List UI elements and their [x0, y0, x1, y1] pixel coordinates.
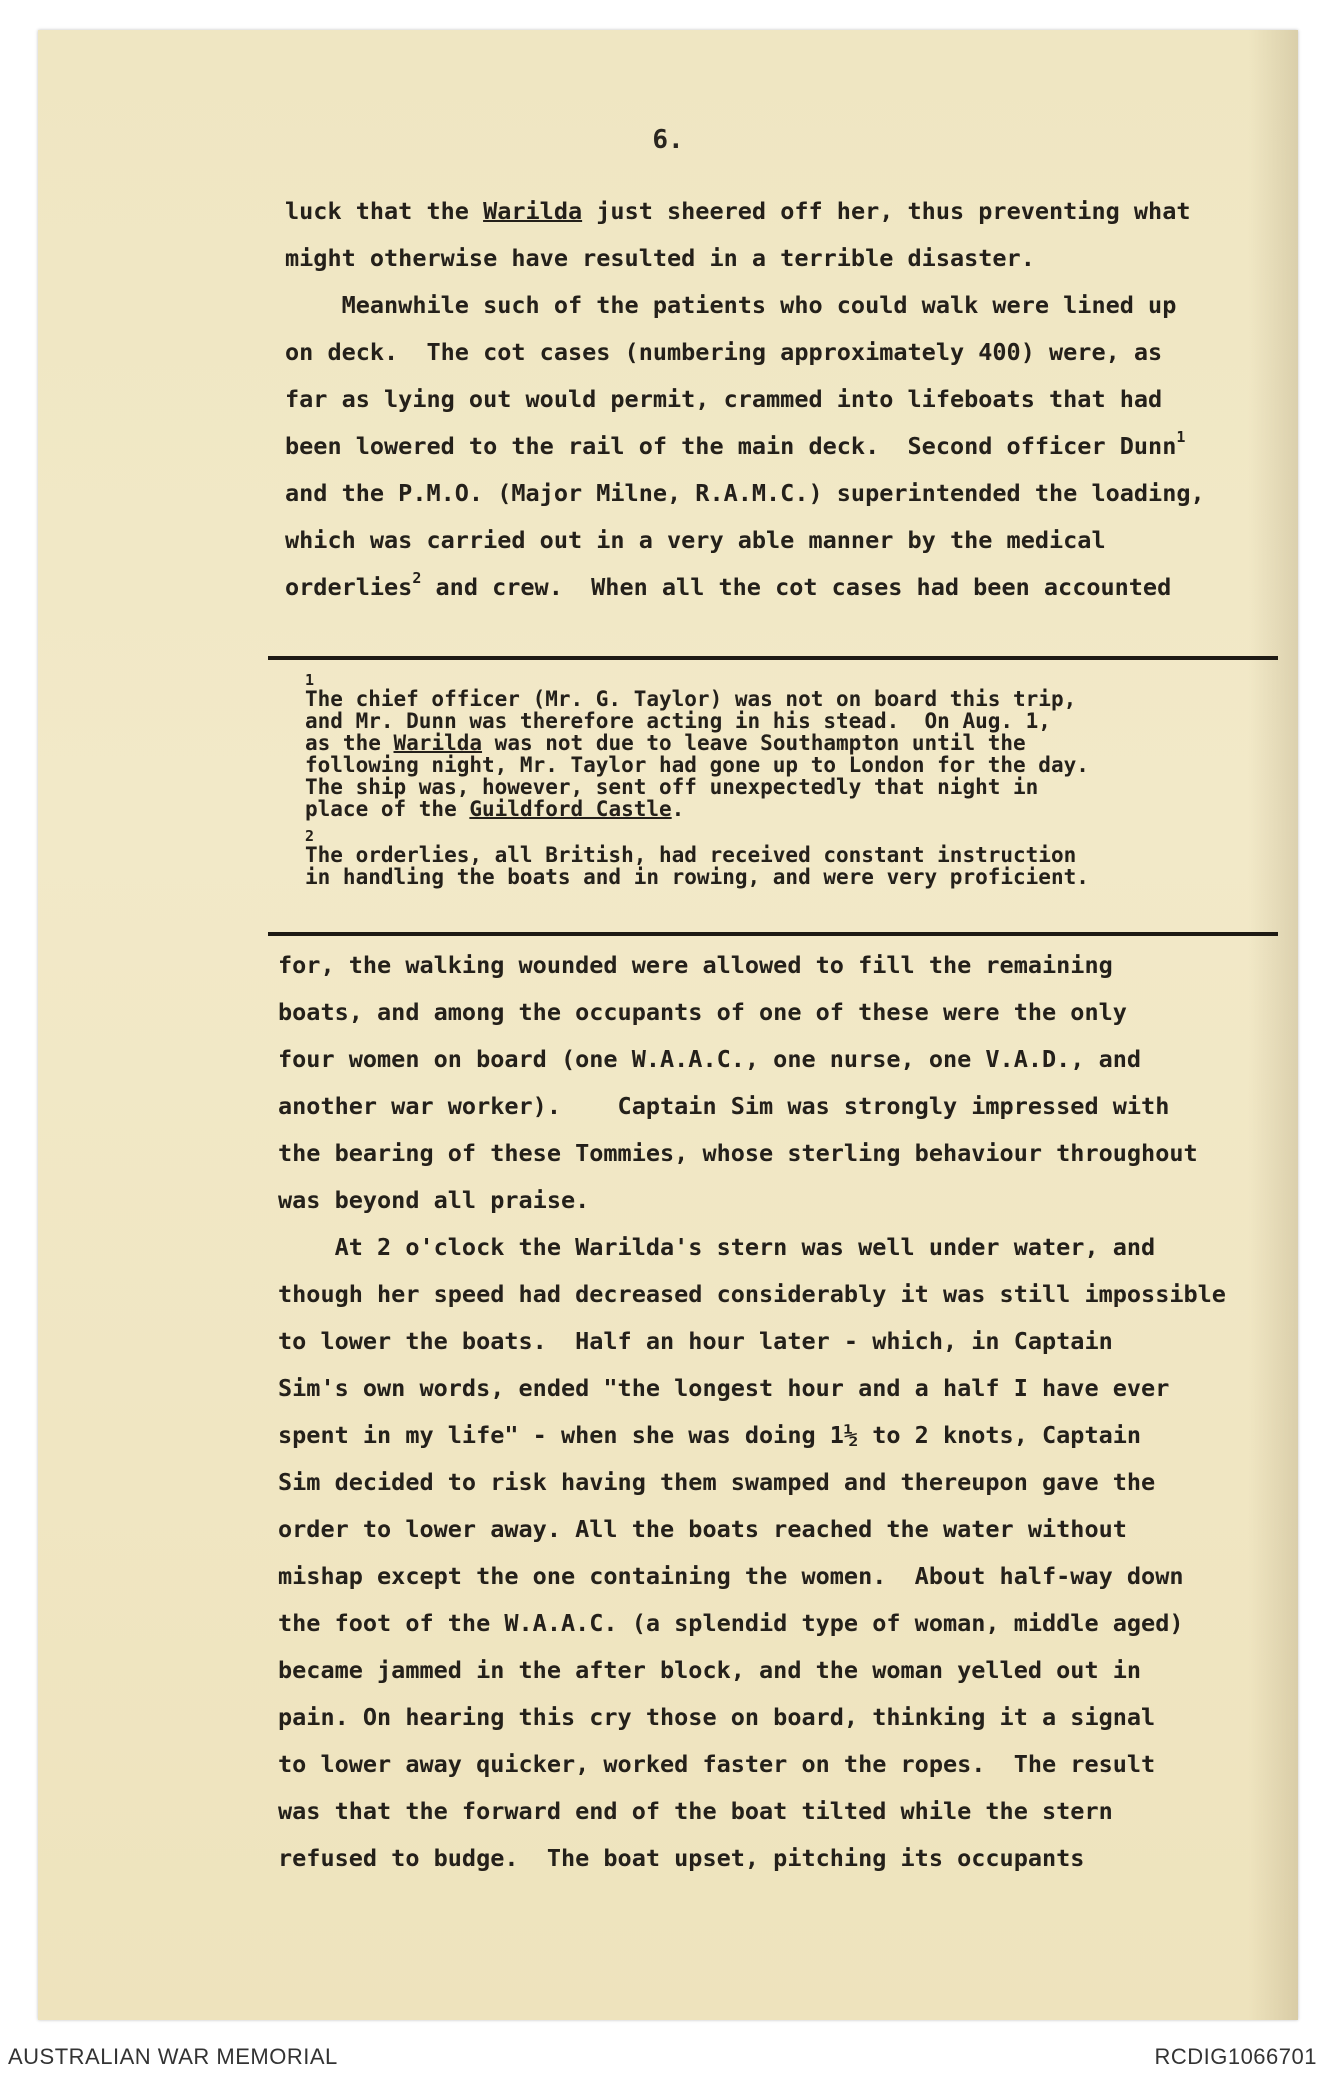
footnote-line — [305, 866, 1265, 888]
footnote-rule-bottom — [268, 932, 1278, 936]
text-run: At 2 o'clock the Warilda's stern was well under water, and — [278, 1233, 1156, 1261]
text-line — [278, 989, 1268, 1036]
footnote-marker: 2 — [412, 569, 422, 587]
text-line — [278, 942, 1268, 989]
text-line — [278, 1130, 1268, 1177]
text-line — [285, 564, 1275, 611]
text-line — [285, 329, 1275, 376]
text-line — [285, 376, 1275, 423]
text-run: was that the forward end of the boat tilted while the stern — [278, 1797, 1113, 1825]
text-run: another war worker). Captain Sim was strongly impressed with — [278, 1092, 1170, 1120]
text-line — [285, 188, 1275, 235]
text-line — [278, 1412, 1268, 1459]
text-line — [278, 1553, 1268, 1600]
footnote-line — [305, 710, 1265, 732]
footnote-line — [305, 732, 1265, 754]
text-line — [278, 1271, 1268, 1318]
text-run: the foot of the W.A.A.C. (a splendid type of woman, middle aged) — [278, 1609, 1184, 1637]
item-identifier: RCDIG1066701 — [1154, 2044, 1317, 2069]
body-text-top — [285, 188, 1275, 611]
text-run: to lower away quicker, worked faster on the ropes. The result — [278, 1750, 1156, 1778]
footnote-marker: 1 — [1176, 428, 1186, 446]
text-run: for, the walking wounded were allowed to fill the remaining — [278, 951, 1113, 979]
text-line — [278, 1600, 1268, 1647]
text-run: as the — [305, 731, 394, 755]
text-line — [278, 1506, 1268, 1553]
footnote-rule-top — [268, 656, 1278, 660]
footnote-line — [305, 844, 1265, 866]
text-run: to lower the boats. Half an hour later - which, in Captain — [278, 1327, 1113, 1355]
text-run: orderlies — [285, 573, 413, 601]
text-run: mishap except the one containing the women. About half-way down — [278, 1562, 1184, 1590]
footnote-line — [305, 754, 1265, 776]
footnote-line — [305, 776, 1265, 798]
text-line — [278, 1788, 1268, 1835]
footnote-line — [305, 798, 1265, 820]
text-run: The ship was, however, sent off unexpectedly that night in — [305, 775, 1039, 799]
text-line — [285, 235, 1275, 282]
body-text-bottom — [278, 942, 1268, 1882]
text-line — [278, 1318, 1268, 1365]
text-line — [278, 1036, 1268, 1083]
text-run: in handling the boats and in rowing, and were very proficient. — [305, 865, 1089, 889]
text-run: just sheered off her, thus preventing what — [582, 197, 1191, 225]
archive-credit: AUSTRALIAN WAR MEMORIAL — [8, 2044, 338, 2069]
text-line — [285, 423, 1275, 470]
text-line — [278, 1741, 1268, 1788]
text-run: on deck. The cot cases (numbering approximately 400) were, as — [285, 338, 1163, 366]
underlined-name: Guildford Castle — [469, 797, 672, 821]
text-run: . — [671, 797, 685, 821]
text-line — [285, 282, 1275, 329]
text-run: refused to budge. The boat upset, pitching its occupants — [278, 1844, 1085, 1872]
text-run: though her speed had decreased considerably it was still impossible — [278, 1280, 1226, 1308]
text-run: the bearing of these Tommies, whose sterling behaviour throughout — [278, 1139, 1198, 1167]
text-run: and the P.M.O. (Major Milne, R.A.M.C.) superintended the loading, — [285, 479, 1205, 507]
footnotes — [305, 672, 1265, 888]
text-run: The orderlies, all British, had received constant instruction — [305, 843, 1077, 867]
text-line — [278, 1224, 1268, 1271]
page-number: 6. — [652, 125, 684, 155]
text-line — [285, 517, 1275, 564]
text-run: might otherwise have resulted in a terrible disaster. — [285, 244, 1035, 272]
text-run: spent in my life" - when she was doing 1½ to 2 knots, Captain — [278, 1421, 1142, 1449]
text-run: became jammed in the after block, and the woman yelled out in — [278, 1656, 1142, 1684]
text-line — [278, 1694, 1268, 1741]
text-line — [278, 1365, 1268, 1412]
text-run: Meanwhile such of the patients who could walk were lined up — [285, 291, 1177, 319]
text-run: pain. On hearing this cry those on board, thinking it a signal — [278, 1703, 1156, 1731]
text-line — [278, 1177, 1268, 1224]
text-run: boats, and among the occupants of one of these were the only — [278, 998, 1127, 1026]
footnote-number: 2 — [305, 827, 315, 845]
text-run: following night, Mr. Taylor had gone up to London for the day. — [305, 753, 1089, 777]
text-run: far as lying out would permit, crammed into lifeboats that had — [285, 385, 1163, 413]
text-run: which was carried out in a very able manner by the medical — [285, 526, 1106, 554]
text-run: four women on board (one W.A.A.C., one nurse, one V.A.D., and — [278, 1045, 1142, 1073]
text-run: was beyond all praise. — [278, 1186, 590, 1214]
text-run: been lowered to the rail of the main deck. Second officer Dunn — [285, 432, 1177, 460]
underlined-name: Warilda — [393, 731, 483, 755]
text-run: and Mr. Dunn was therefore acting in his stead. On Aug. 1, — [305, 709, 1051, 733]
text-line — [285, 470, 1275, 517]
text-run: was not due to leave Southampton until the — [482, 731, 1026, 755]
text-line — [278, 1083, 1268, 1130]
text-line — [278, 1835, 1268, 1882]
footnote-number: 1 — [305, 671, 315, 689]
text-run: Sim decided to risk having them swamped and thereupon gave the — [278, 1468, 1156, 1496]
text-run: and crew. When all the cot cases had been accounted — [421, 573, 1172, 601]
underlined-name: Warilda — [483, 197, 583, 225]
text-line — [278, 1647, 1268, 1694]
text-run: luck that the — [285, 197, 484, 225]
text-run: order to lower away. All the boats reached the water without — [278, 1515, 1127, 1543]
text-run: The chief officer (Mr. G. Taylor) was not on board this trip, — [305, 687, 1077, 711]
text-run: Sim's own words, ended "the longest hour and a half I have ever — [278, 1374, 1170, 1402]
text-line — [278, 1459, 1268, 1506]
text-run: place of the — [305, 797, 470, 821]
footnote-line — [305, 688, 1265, 710]
